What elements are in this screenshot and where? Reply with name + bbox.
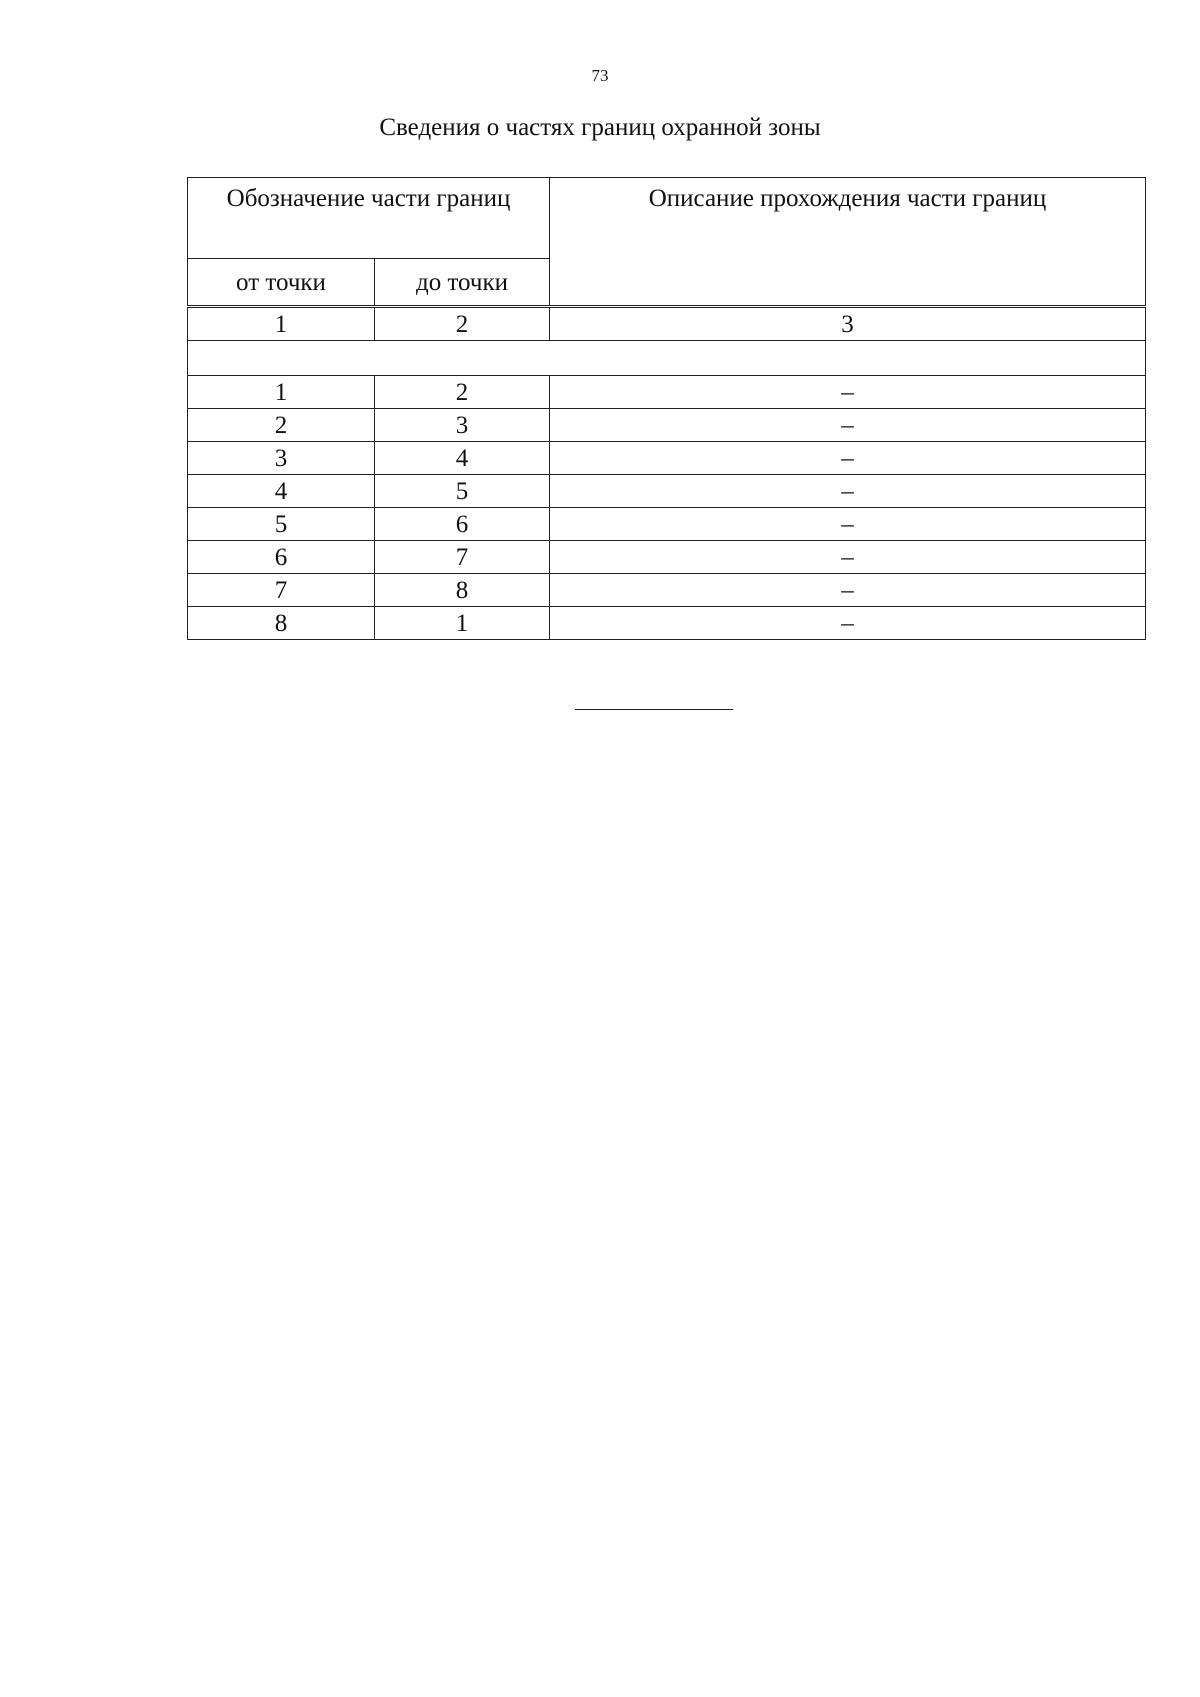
table-row	[188, 442, 1146, 475]
column-number: 2	[375, 307, 550, 341]
table-row	[188, 574, 1146, 607]
to-point-cell: 7	[375, 541, 550, 574]
from-point-cell: 4	[188, 475, 375, 508]
table-row	[188, 409, 1146, 442]
from-point-cell: 6	[188, 541, 375, 574]
description-cell: –	[550, 541, 1146, 574]
header-from-point: от точки	[188, 259, 375, 307]
description-cell: –	[550, 607, 1146, 640]
table-row	[188, 508, 1146, 541]
to-point-cell: 3	[375, 409, 550, 442]
table-row	[188, 376, 1146, 409]
column-number-row	[188, 307, 1146, 341]
description-cell: –	[550, 574, 1146, 607]
header-boundary-description: Описание прохождения части границ	[550, 178, 1146, 307]
description-cell: –	[550, 442, 1146, 475]
header-to-point: до точки	[375, 259, 550, 307]
table-row	[188, 541, 1146, 574]
to-point-cell: 8	[375, 574, 550, 607]
end-of-section-rule	[575, 709, 733, 710]
to-point-cell: 2	[375, 376, 550, 409]
to-point-cell: 6	[375, 508, 550, 541]
to-point-cell: 4	[375, 442, 550, 475]
to-point-cell: 1	[375, 607, 550, 640]
header-row-top	[188, 178, 1146, 259]
column-number: 3	[550, 307, 1146, 341]
description-cell: –	[550, 376, 1146, 409]
section-label	[188, 341, 1146, 376]
boundary-parts-table	[187, 177, 1146, 640]
header-boundary-designation: Обозначение части границ	[188, 178, 550, 259]
description-cell: –	[550, 409, 1146, 442]
to-point-cell: 5	[375, 475, 550, 508]
column-number: 1	[188, 307, 375, 341]
document-title: Сведения о частях границ охранной зоны	[379, 114, 821, 141]
description-cell: –	[550, 475, 1146, 508]
from-point-cell: 8	[188, 607, 375, 640]
table-row	[188, 475, 1146, 508]
from-point-cell: 2	[188, 409, 375, 442]
table-row	[188, 607, 1146, 640]
description-cell: –	[550, 508, 1146, 541]
from-point-cell: 3	[188, 442, 375, 475]
from-point-cell: 1	[188, 376, 375, 409]
page-number: 73	[591, 66, 609, 85]
section-row	[188, 341, 1146, 376]
from-point-cell: 7	[188, 574, 375, 607]
from-point-cell: 5	[188, 508, 375, 541]
